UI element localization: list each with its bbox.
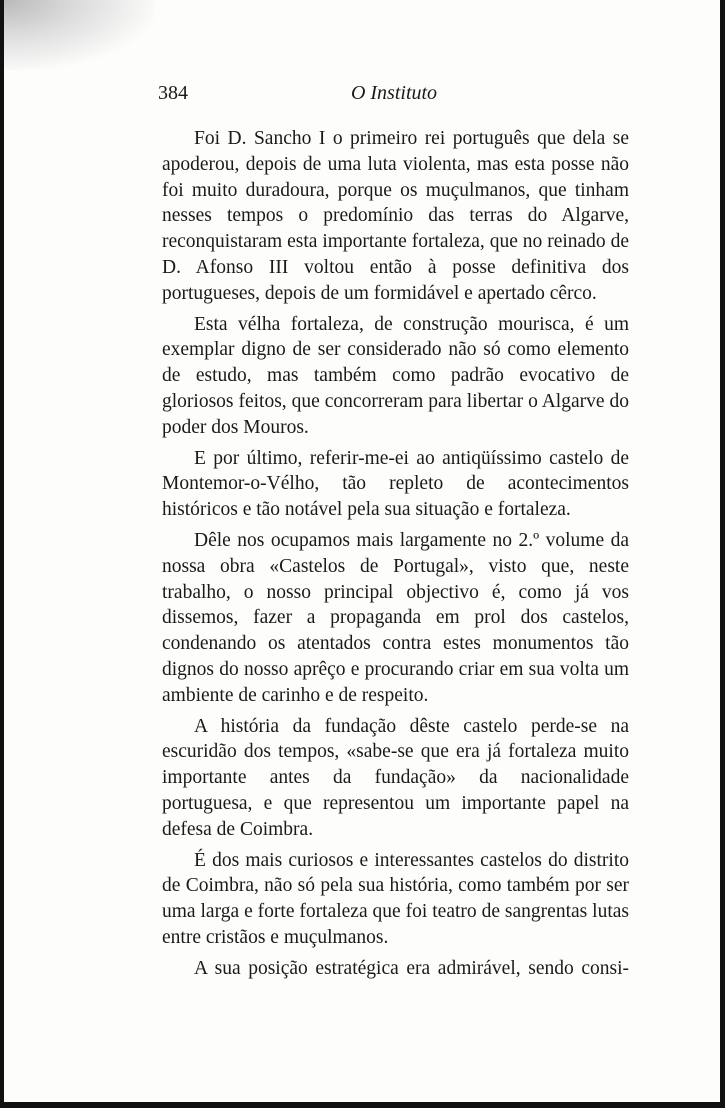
paragraph-5: A história da fundação dêste castelo perde-se na escuridão dos tempos, «sabe-se que era já fortaleza muito importante antes da fundação» da nacionalidade portuguesa, e que representou um importante papel na defesa de Coimbra. — [162, 715, 629, 840]
body-text — [162, 126, 629, 987]
paragraph-6: É dos mais curiosos e interessantes castelos do distrito de Coimbra, não só pela sua história, como também por ser uma larga e forte fortaleza que foi teatro de sangrentas lutas entre cristãos e muçulmanos. — [162, 849, 629, 948]
paragraph-3: E por último, referir-me-ei ao antiqüíssimo castelo de Montemor-o-Vélho, tão repleto de acontecimentos históricos e tão notável pela sua situação e fortaleza. — [162, 447, 629, 521]
paragraph-1: Foi D. Sancho I o primeiro rei português que dela se apoderou, depois de uma luta violenta, mas esta posse não foi muito duradoura, porque os muçulmanos, que tinham nesses tempos o predomínio das terras do Algarve, reconquistaram esta importante fortaleza, que no reinado de D. Afonso III voltou então à posse definitiva dos portugueses, depois de um formidável e apertado cêrco. — [162, 128, 629, 304]
paragraph-4: Dêle nos ocupamos mais largamente no 2.º volume da nossa obra «Castelos de Portugal», visto que, neste trabalho, o nosso principal objectivo é, como já vos dissemos, fazer a propaganda em prol dos castelos, condenando os atentados contra estes monumentos tão dignos do nosso aprêço e procurando criar em sua volta um ambiente de carinho e de respeito. — [162, 529, 629, 706]
paragraph-7: A sua posição estratégica era admirável, sendo consi- — [194, 957, 629, 979]
scan-shadow — [4, 0, 154, 70]
page-header — [158, 82, 630, 112]
paragraph-2: Esta vélha fortaleza, de construção mourisca, é um exemplar digno de ser considerado não só como elemento de estudo, mas também como padrão evocativo de gloriosos feitos, que concorreram para libertar o Algarve do poder dos Mouros. — [162, 313, 629, 438]
page-number: 384 — [158, 82, 188, 104]
running-title: O Instituto — [350, 82, 438, 104]
